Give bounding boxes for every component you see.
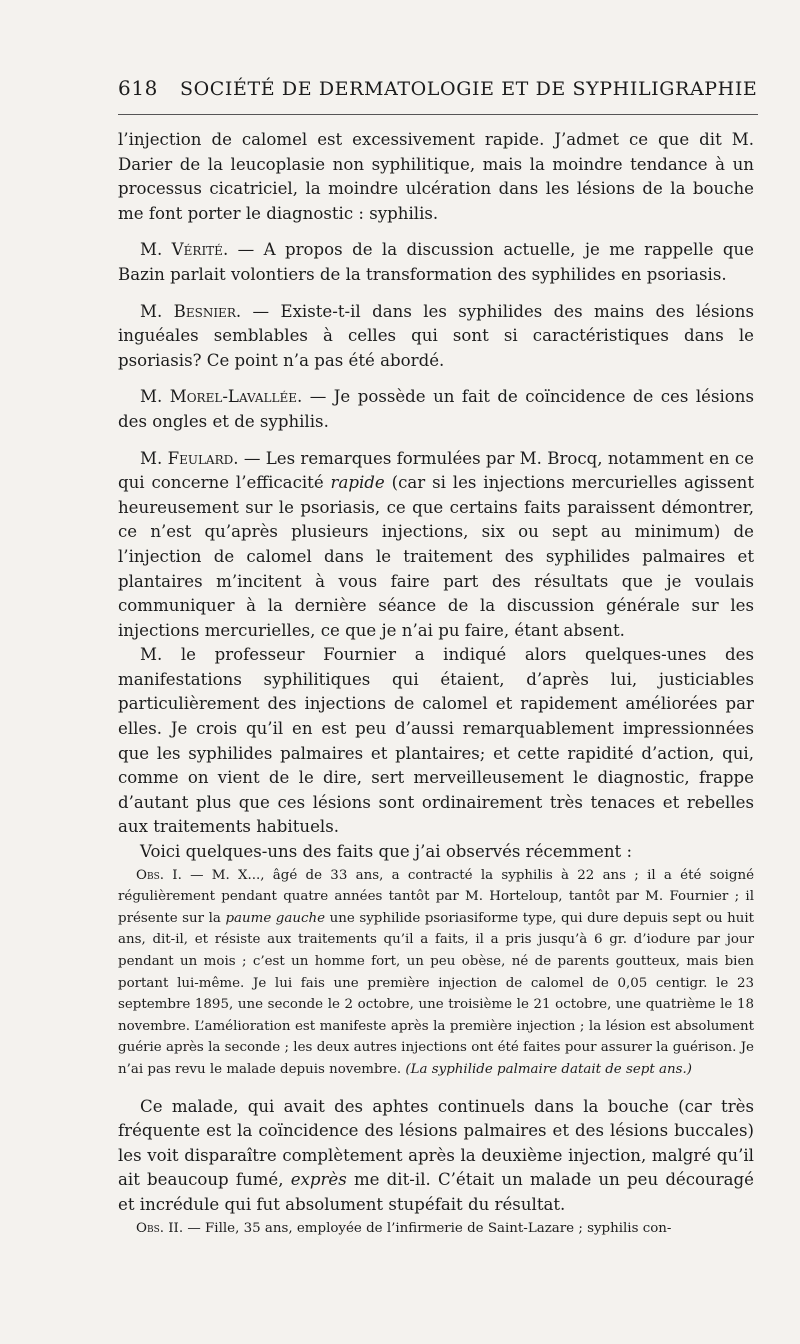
speaker-besnier: M. Besnier. [140, 301, 242, 321]
paragraph-verite: M. Vérité. — A propos de la discussion actuelle, je me rappelle que Bazin parlait volontiers de la transformation des syphilides en psoriasis. [118, 240, 754, 284]
obs2-label: Obs. II. [136, 1220, 184, 1236]
paragraph-voici: Voici quelques-uns des faits que j’ai observés récemment : [140, 842, 633, 862]
speaker-morel-lavallee: M. Morel-Lavallée. [140, 387, 303, 407]
paragraph-morel-lavallee: M. Morel-Lavallée. — Je possède un fait de coïncidence de ces lésions des ongles et de syphilis. [118, 387, 754, 431]
observation-1: Obs. I. — M. X..., âgé de 33 ans, a contracté la syphilis à 22 ans ; il a été soigné régulièrement pendant quatre années tantôt par M. Horteloup, tantôt par M. Fournier ; il présente sur la paume gauche une syphilide psoriasiforme type, qui dure depuis sept ou huit ans, dit-il, et résiste aux traitements qu’il a faits, il a pris jusqu’à 6 gr. d’iodure par jour pendant un mois ; c’est un homme fort, un peu obèse, né de parents goutteux, mais bien portant lui-même. Je lui fais une première injection de calomel de 0,05 centigr. le 23 septembre 1895, une seconde le 2 octobre, une troisième le 21 octobre, une quatrième le 18 novembre. L’amélioration est manifeste après la première injection ; la lésion est absolument guérie après la seconde ; les deux autres injections ont été faites pour assurer la guérison. Je n’ai pas revu le malade depuis novembre. (La syphilide palmaire datait de sept ans.) [118, 867, 754, 1077]
running-title: SOCIÉTÉ DE DERMATOLOGIE ET DE SYPHILIGRAPHIE [179, 78, 758, 100]
running-header [118, 76, 758, 100]
paragraph-continuation: l’injection de calomel est excessivement rapide. J’admet ce que dit M. Darier de la leucoplasie non syphilitique, mais la moindre tendance à un processus cicatriciel, la moindre ulcération dans les lésions de la bouche me font porter le diagnostic : syphilis. [118, 130, 754, 223]
paragraph-besnier: M. Besnier. — Existe-t-il dans les syphilides des mains des lésions inguéales semblables à celles qui sont si caractéristiques dans le psoriasis? Ce point n’a pas été abordé. [118, 301, 754, 370]
obs1-label: Obs. I. [136, 867, 182, 883]
paragraph-feulard: M. Feulard. — Les remarques formulées par M. Brocq, notamment en ce qui concerne l’efficacité rapide (car si les injections mercurielles agissent heureusement sur le psoriasis, ce que certains faits paraissent démontrer, ce n’est qu’après plusieurs injections, six ou sept au minimum) de l’injection de calomel dans le traitement des syphilides palmaires et plantaires m’incitent à vous faire part des résultats que je voulais communiquer à la dernière séance de la discussion générale sur les injections mercurielles, ce que je n’ai pu faire, étant absent. [118, 448, 754, 640]
speaker-feulard: M. Feulard. [140, 448, 239, 468]
paragraph-fournier: M. le professeur Fournier a indiqué alors quelques-unes des manifestations syphilitiques qui étaient, d’après lui, justiciables particulièrement des injections de calomel et rapidement améliorées par elles. Je crois qu’il en est peu d’aussi remarquablement impressionnées que les syphilides palmaires et plantaires; et cette rapidité d’action, qui, comme on vient de le dire, sert merveilleusement le diagnostic, frappe d’autant plus que ces lésions sont ordinairement très tenaces et rebelles aux traitements habituels. [118, 645, 754, 837]
speaker-verite: M. Vérité. [140, 240, 229, 260]
header-rule [118, 114, 758, 115]
paragraph-malade: Ce malade, qui avait des aphtes continuels dans la bouche (car très fréquente est la coïncidence des lésions palmaires et des lésions buccales) les voit disparaître complètement après la deuxième injection, malgré qu’il ait beaucoup fumé, exprès me dit-il. C’était un malade un peu découragé et incrédule qui fut absolument stupéfait du résultat. [118, 1096, 754, 1214]
body-text [118, 128, 754, 1239]
observation-2: Obs. II. — Fille, 35 ans, employée de l’infirmerie de Saint-Lazare ; syphilis con- [136, 1220, 672, 1236]
page-number: 618 [118, 76, 158, 100]
